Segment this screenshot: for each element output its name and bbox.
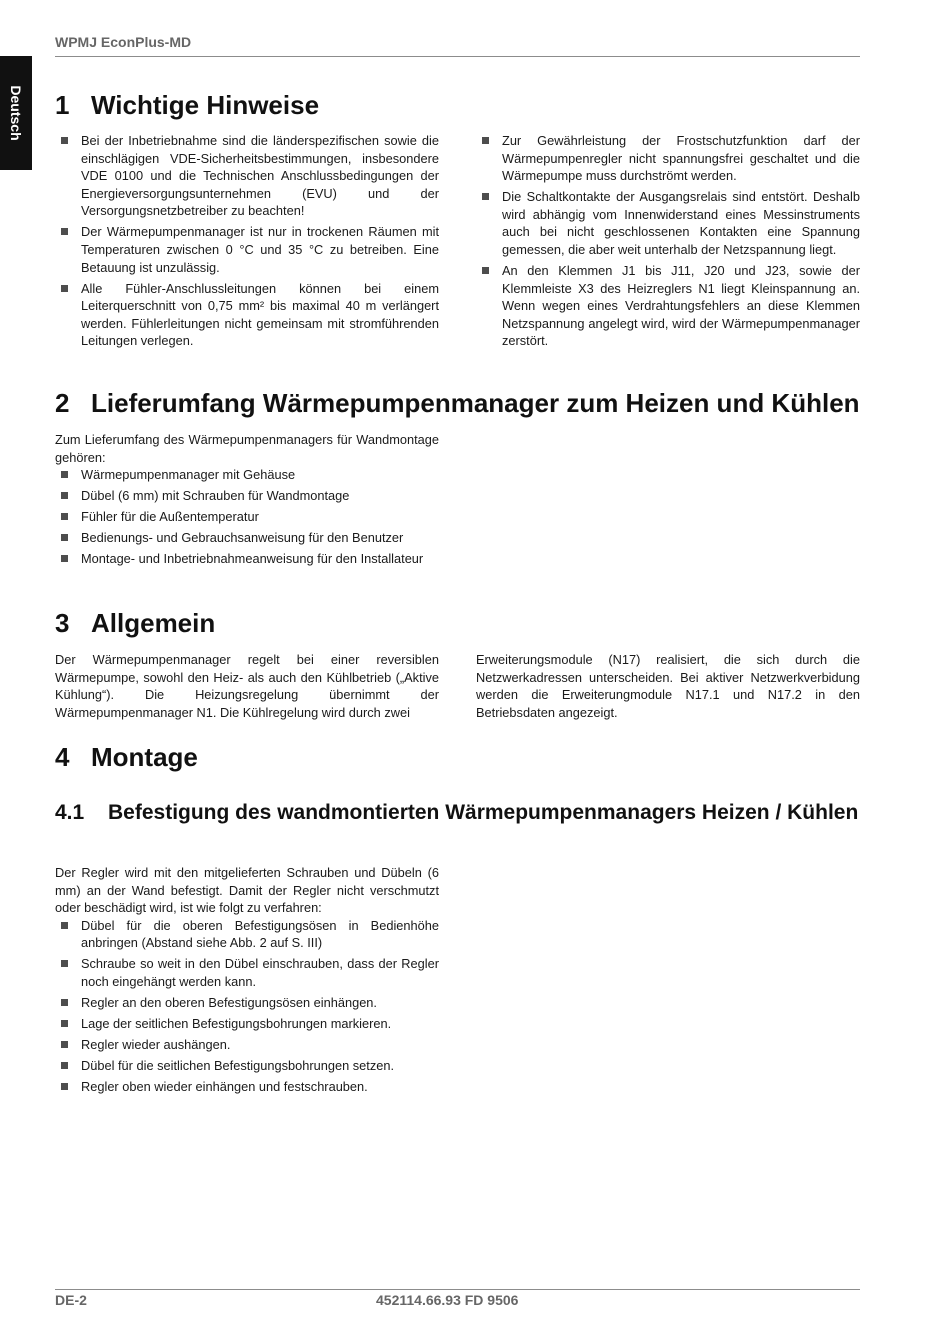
section-2-number: 2	[55, 388, 70, 418]
section-4-1-intro: Der Regler wird mit den mitgelieferten Schrauben und Dübeln (6 mm) an der Wand befestigt. Damit der Regler nicht verschmutzt oder beschädigt wird, ist wie folgt zu verfahren:	[55, 865, 439, 916]
section-1-number: 1	[55, 90, 70, 120]
list-item: An den Klemmen J1 bis J11, J20 und J23, sowie der Klemmleiste X3 des Heizreglers N1 liegt Kleinspannung an. Wenn wegen eines Verdrahtungsfehlers an diese Klemmen Netzspannung angelegt wird, wird der Wärmepumpenmanager zerstört.	[476, 262, 860, 350]
bullet-square-icon	[61, 1041, 68, 1048]
bullet-square-icon	[61, 555, 68, 562]
section-4-title: Montage	[91, 742, 198, 772]
section-2-list	[55, 466, 439, 568]
bullet-square-icon	[482, 137, 489, 144]
section-1-heading	[55, 90, 319, 121]
section-3-left-text: Der Wärmepumpenmanager regelt bei einer reversiblen Wärmepumpe, sowohl den Heiz- als auch den Kühlbetrieb („Aktive Kühlung“). Die Heizungsregelung übernimmt der Wärmepumpenmanager N1. Die Kühlregelung wird durch zwei	[55, 652, 439, 720]
list-item: Die Schaltkontakte der Ausgangsrelais sind entstört. Deshalb wird abhängig vom Innenwiderstand eines Messinstruments auch bei nicht geschlossenen Kontakten eine Spannung gemessen, die aber weit unterhalb der Netzspannung liegt.	[476, 188, 860, 258]
section-1-left-column	[55, 132, 439, 353]
list-item: Fühler für die Außentemperatur	[55, 508, 439, 526]
bullet-square-icon	[61, 492, 68, 499]
section-4-1-list	[55, 917, 439, 1096]
bullet-square-icon	[61, 513, 68, 520]
section-3-right-text: Erweiterungsmodule (N17) realisiert, die sich durch die Netzwerkadressen unterscheiden. Bei aktiver Netzwerkverbidung werden die Erweiterungmodule N17.1 und N17.2 in den Betriebsdaten angezeigt.	[476, 652, 860, 720]
section-1-right-list	[476, 132, 860, 350]
language-tab	[0, 56, 32, 170]
bullet-square-icon	[61, 1083, 68, 1090]
list-item: Lage der seitlichen Befestigungsbohrungen markieren.	[55, 1015, 439, 1033]
list-item: Schraube so weit in den Dübel einschrauben, dass der Regler noch eingehängt werden kann.	[55, 955, 439, 990]
list-item: Wärmepumpenmanager mit Gehäuse	[55, 466, 439, 484]
bullet-square-icon	[61, 1020, 68, 1027]
page-number: DE-2	[55, 1292, 87, 1308]
list-item: Montage- und Inbetriebnahmeanweisung für den Installateur	[55, 550, 439, 568]
bullet-square-icon	[61, 228, 68, 235]
section-1-right-column	[476, 132, 860, 353]
section-4-1-title: Befestigung des wandmontierten Wärmepumpenmanagers Heizen / Kühlen	[108, 801, 859, 824]
bullet-square-icon	[482, 193, 489, 200]
bullet-square-icon	[61, 922, 68, 929]
section-4-number: 4	[55, 742, 70, 772]
list-item: Regler wieder aushängen.	[55, 1036, 439, 1054]
bullet-square-icon	[61, 137, 68, 144]
list-item: Alle Fühler-Anschlussleitungen können bei einem Leiterquerschnitt von 0,75 mm² bis maximal 40 m verlängert werden. Fühlerleitungen nicht gemeinsam mit stromführenden Leitungen verlegen.	[55, 280, 439, 350]
section-1-title: Wichtige Hinweise	[91, 90, 320, 120]
footer-rule	[55, 1289, 860, 1290]
section-2-heading	[55, 388, 860, 419]
section-4-heading	[55, 742, 198, 773]
list-item: Regler oben wieder einhängen und festschrauben.	[55, 1078, 439, 1096]
list-item: Bedienungs- und Gebrauchsanweisung für den Benutzer	[55, 529, 439, 547]
language-tab-label: Deutsch	[8, 85, 24, 141]
bullet-square-icon	[61, 534, 68, 541]
section-2-intro: Zum Lieferumfang des Wärmepumpenmanagers für Wandmontage gehören:	[55, 432, 439, 465]
header-rule	[55, 56, 860, 57]
section-1-left-list	[55, 132, 439, 350]
section-2-title: Lieferumfang Wärmepumpenmanager zum Heizen und Kühlen	[91, 388, 860, 418]
list-item: Regler an den oberen Befestigungsösen einhängen.	[55, 994, 439, 1012]
section-3-left-column	[55, 651, 439, 721]
bullet-square-icon	[61, 1062, 68, 1069]
document-header-title: WPMJ EconPlus-MD	[55, 34, 192, 50]
bullet-square-icon	[482, 267, 489, 274]
bullet-square-icon	[61, 471, 68, 478]
bullet-square-icon	[61, 960, 68, 967]
list-item: Zur Gewährleistung der Frostschutzfunktion darf der Wärmepumpenregler nicht spannungsfrei geschaltet und die Wärmepumpe muss durchströmt werden.	[476, 132, 860, 185]
section-4-1-heading	[55, 798, 868, 827]
section-2-column	[55, 431, 439, 571]
section-3-right-column	[476, 651, 860, 721]
list-item: Dübel für die oberen Befestigungsösen in Bedienhöhe anbringen (Abstand siehe Abb. 2 auf S. III)	[55, 917, 439, 952]
list-item: Bei der Inbetriebnahme sind die länderspezifischen sowie die einschlägigen VDE-Sicherheitsbestimmungen, insbesondere VDE 0100 und die Technischen Anschlussbedingungen der Energieversorgungsunternehmen (EVU) und der Versorgungsnetzbetreiber zu beachten!	[55, 132, 439, 220]
list-item: Dübel für die seitlichen Befestigungsbohrungen setzen.	[55, 1057, 439, 1075]
section-3-heading	[55, 608, 215, 639]
section-3-number: 3	[55, 608, 70, 638]
section-4-1-column	[55, 864, 439, 1099]
section-3-title: Allgemein	[91, 608, 216, 638]
section-4-1-number: 4.1	[55, 801, 85, 824]
bullet-square-icon	[61, 285, 68, 292]
bullet-square-icon	[61, 999, 68, 1006]
list-item: Der Wärmepumpenmanager ist nur in trockenen Räumen mit Temperaturen zwischen 0 °C und 35 °C zu betreiben. Eine Betauung ist unzulässig.	[55, 223, 439, 276]
list-item: Dübel (6 mm) mit Schrauben für Wandmontage	[55, 487, 439, 505]
document-number: 452114.66.93 FD 9506	[376, 1292, 519, 1308]
